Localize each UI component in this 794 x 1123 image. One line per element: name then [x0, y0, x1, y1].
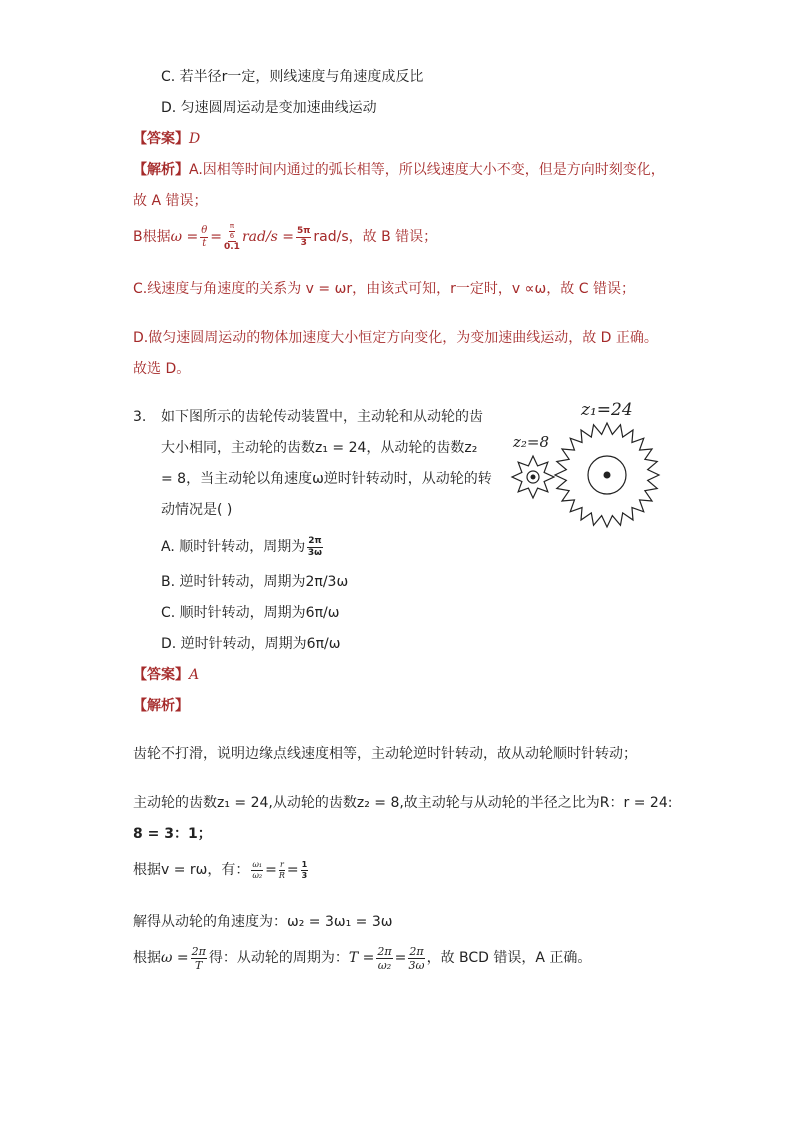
q3-analysis-2b: 8 = 3：1；	[133, 826, 212, 842]
q3-stem-line3: = 8，当主动轮以角速度ω逆时针转动时，从动轮的转	[161, 471, 492, 487]
prev-conclusion: 故选 D。	[133, 361, 191, 377]
prev-analysis-a2: 故 A 错误；	[133, 193, 208, 209]
fraction-r-R: $\frac{r}{R}$	[278, 859, 285, 880]
fraction-2pi-T: $\frac{2\pi}{T}$	[191, 944, 206, 972]
prev-option-d: D. 匀速圆周运动是变加速曲线运动	[161, 100, 377, 116]
answer-value: D	[189, 131, 201, 147]
q3-analysis-1: 齿轮不打滑，说明边缘点线速度相等，主动轮逆时针转动，故从动轮顺时针转动；	[133, 746, 637, 762]
q3-analysis-4: 解得从动轮的角速度为：ω₂ = 3ω₁ = 3ω	[133, 914, 393, 930]
q3-stem-line1: 如下图所示的齿轮传动装置中，主动轮和从动轮的齿	[161, 409, 483, 425]
analysis-label: 【解析】	[133, 162, 189, 178]
q3-option-a: A. 顺时针转动，周期为 $\frac{2\pi}{3\omega}$	[161, 535, 322, 558]
fraction-pi6-over-01: $\frac{\frac{\pi}{6}}{0.1}$	[223, 221, 240, 252]
fraction-2pi-3w-b: $\frac{2\pi}{3\omega}$	[408, 944, 425, 972]
fraction-w1-w2: $\frac{\text{ω₁}}{\text{ω₂}}$	[252, 859, 263, 880]
q3-stem-line2: 大小相同，主动轮的齿数z₁ = 24，从动轮的齿数z₂	[161, 440, 478, 456]
q3-stem-line4: 动情况是( )	[161, 502, 233, 518]
q3-analysis-5: 根据ω = $\frac{2\pi}{T}$ 得：从动轮的周期为：T = $\frac{2\pi}{\text{ω₂}}$ = $\frac{2\pi}{3\omega}$ ，故 BCD 错误，A 正确。	[133, 944, 592, 972]
driving-gear-axle	[604, 472, 611, 479]
fraction-theta-t: $\frac{\theta}{t}$	[201, 224, 208, 249]
fraction-2pi-w2: $\frac{2\pi}{\text{ω₂}}$	[377, 944, 392, 972]
z1-label: z₁=24	[581, 400, 633, 420]
fraction-5pi-3: $\frac{5\pi}{3}$	[297, 225, 311, 248]
analysis-b-suffix: rad/s，故 B 错误；	[313, 229, 438, 245]
prev-answer	[133, 129, 200, 149]
prev-analysis-d: D.做匀速圆周运动的物体加速度大小恒定方向变化，为变加速曲线运动，故 D 正确。	[133, 330, 658, 346]
q3-answer	[133, 665, 199, 685]
q3-number: 3.	[133, 409, 147, 425]
fraction-2pi-3w: $\frac{2\pi}{3\omega}$	[307, 535, 322, 558]
q3-answer-label: 【答案】	[133, 667, 189, 683]
q3-answer-value: A	[189, 667, 200, 683]
prev-analysis-c: C.线速度与角速度的关系为 v = ωr，由该式可知，r一定时，v ∝ω，故 C 错误；	[133, 281, 635, 297]
q3-analysis-2a: 主动轮的齿数z₁ = 24,从动轮的齿数z₂ = 8,故主动轮与从动轮的半径之比为R：r = 24:	[133, 795, 673, 811]
analysis-a-text: A.因相等时间内通过的弧长相等，所以线速度大小不变，但是方向时刻变化，	[189, 162, 665, 178]
q3-option-d: D. 逆时针转动，周期为6π/ω	[161, 636, 341, 652]
fraction-1-3: $\frac{1}{3}$	[301, 859, 308, 880]
analysis-b-unit: rad/s =	[241, 229, 295, 245]
q3-option-c: C. 顺时针转动，周期为6π/ω	[161, 605, 340, 621]
q3-option-b: B. 逆时针转动，周期为2π/3ω	[161, 574, 349, 590]
gear-diagram	[505, 395, 665, 530]
z2-label: z₂=8	[513, 433, 550, 451]
prev-analysis-a	[133, 160, 665, 180]
prev-option-c: C. 若半径r一定，则线速度与角速度成反比	[161, 69, 424, 85]
answer-label: 【答案】	[133, 131, 189, 147]
analysis-b-prefix: B根据	[133, 229, 171, 245]
q3-analysis-label: 【解析】	[133, 698, 189, 714]
q3-analysis-3: 根据v = rω，有： $\frac{\text{ω₁}}{\text{ω₂}}$ = $\frac{r}{R}$ = $\frac{1}{3}$	[133, 859, 308, 880]
prev-analysis-b: B根据ω = $\frac{\theta}{t}$ = $\frac{\frac{\pi}{6}}{0.1}$ rad/s = $\frac{5\pi}{3}$ rad/s，故 B 错误；	[133, 221, 438, 252]
analysis-b-omega: ω =	[170, 229, 199, 245]
driven-gear-axle	[531, 475, 536, 480]
